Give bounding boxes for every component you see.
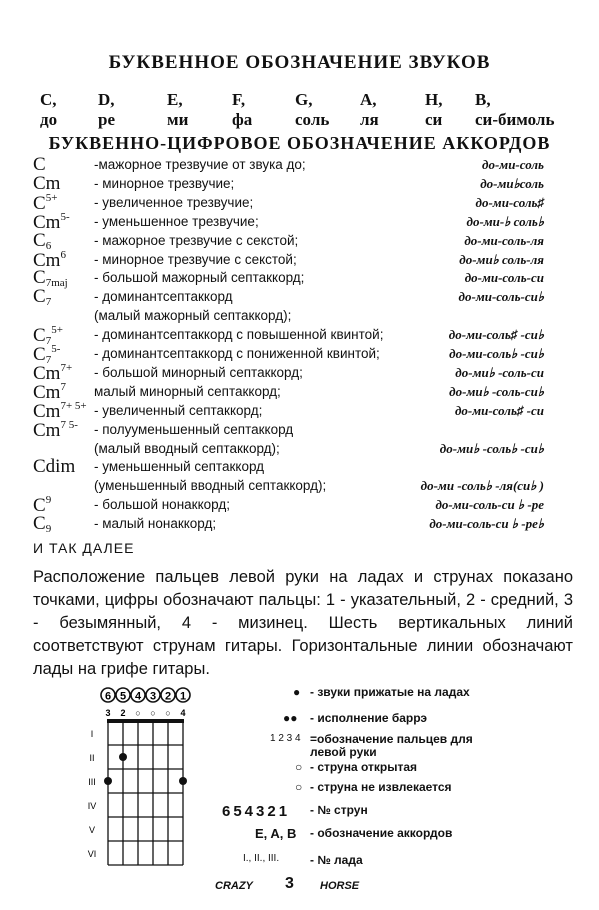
nut bbox=[107, 719, 184, 723]
chord-symbol: C bbox=[33, 154, 46, 175]
fret-number: IV bbox=[87, 801, 97, 811]
legend-symbol: 654321 bbox=[222, 803, 291, 820]
legend-text: - струна открытая bbox=[310, 760, 418, 774]
chord-symbol: $Cm^{7+}$ bbox=[33, 361, 73, 384]
string-number-label: 1 bbox=[179, 690, 187, 703]
legend bbox=[222, 683, 585, 873]
etc-text: И ТАК ДАЛЕЕ bbox=[33, 540, 135, 556]
chord-notes: до-ми-♭ соль♭ bbox=[466, 213, 544, 229]
chord-symbol: $C_6$ bbox=[33, 229, 52, 252]
chord-row bbox=[0, 307, 599, 326]
string-number-label: 2 bbox=[164, 690, 172, 703]
legend-symbol: ● bbox=[293, 685, 301, 699]
note-item: A, ля bbox=[360, 90, 379, 129]
note-item: E, ми bbox=[167, 90, 189, 129]
chord-notes: до-ми-соль-си bbox=[464, 270, 544, 286]
notes-table bbox=[25, 90, 585, 130]
heading-notes: БУКВЕННОЕ ОБОЗНАЧЕНИЕ ЗВУКОВ bbox=[108, 52, 491, 73]
note-item: F, фа bbox=[232, 90, 253, 129]
chord-row bbox=[0, 361, 599, 384]
note-item: B, си-бимоль bbox=[475, 90, 555, 129]
explanation-paragraph: Расположение пальцев левой руки на ладах и струнах показано точками, цифры обозначают пальцы: 1 - указательный, 2 - средний, 3 - безымянный, 4 - мизинец. Шесть вертикальных линий соответствуют струнам гитары. Горизонтальные линии обозначают лады на грифе гитары. bbox=[33, 568, 573, 678]
chord-row bbox=[0, 229, 599, 252]
note-item: H, си bbox=[425, 90, 443, 129]
chord-row bbox=[0, 248, 599, 271]
fret-number: V bbox=[88, 825, 96, 835]
chord-description: (уменьшенный вводный септаккорд); bbox=[94, 478, 327, 494]
chord-description: - полууменьшенный септаккорд bbox=[94, 421, 294, 437]
legend-text: - струна не извлекается bbox=[310, 780, 452, 794]
legend-text: =обозначение пальцев для левой руки bbox=[310, 732, 473, 759]
chord-description: - большой нонаккорд; bbox=[94, 497, 230, 513]
string-number-label: 5 bbox=[119, 690, 127, 703]
chord-row bbox=[0, 269, 599, 288]
chord-description: - малый нонаккорд; bbox=[94, 516, 217, 532]
legend-symbol: E, A, B bbox=[255, 826, 297, 841]
chord-description: - увеличенное трезвучие; bbox=[94, 194, 254, 210]
chord-symbol: $Cm^{7+ 5+}$ bbox=[33, 399, 87, 422]
chord-row bbox=[0, 288, 599, 307]
chord-description: - мажорное трезвучие с секстой; bbox=[94, 232, 299, 248]
chord-description: - уменьшенное трезвучие; bbox=[94, 213, 259, 229]
chord-symbol: Cm$^7$ bbox=[33, 380, 66, 403]
chord-row bbox=[0, 399, 599, 422]
fretboard-diagram bbox=[80, 683, 200, 878]
legend-symbol: I., II., III. bbox=[243, 853, 280, 864]
chord-description: - большой минорный септаккорд; bbox=[94, 364, 303, 380]
chord-row bbox=[0, 458, 599, 477]
chord-notes: до-ми-соль♭ -си♭ bbox=[449, 346, 544, 361]
top-mark: ○ bbox=[165, 708, 171, 718]
chord-description: -мажорное трезвучие от звука до; bbox=[94, 157, 306, 172]
heading-chords: БУКВЕННО-ЦИФРОВОЕ ОБОЗНАЧЕНИЕ АККОРДОВ bbox=[48, 133, 551, 153]
legend-text: - № лада bbox=[310, 853, 363, 867]
chord-symbol: $C_7^{5-}$ bbox=[33, 343, 61, 366]
chord-row bbox=[0, 156, 599, 175]
chord-symbol: $C_{7maj}$ bbox=[33, 267, 68, 290]
top-mark: ○ bbox=[135, 708, 141, 718]
chord-notes: до-ми-соль♯ -си bbox=[454, 402, 544, 418]
top-mark: ○ bbox=[150, 708, 156, 718]
chord-notes: до-ми♭соль bbox=[480, 175, 544, 191]
chord-notes: до-ми-соль-си♭ bbox=[458, 289, 544, 305]
chord-symbol: $C^9$ bbox=[33, 494, 52, 517]
chord-description: - доминантсептаккорд bbox=[94, 289, 233, 305]
chord-row bbox=[0, 496, 599, 515]
chord-row bbox=[0, 418, 599, 441]
finger-dot bbox=[104, 777, 112, 785]
chord-row bbox=[0, 191, 599, 214]
string-number-label: 4 bbox=[134, 690, 142, 703]
chord-description: (малый мажорный септаккорд); bbox=[94, 308, 292, 324]
legend-symbol: 1 2 3 4 bbox=[270, 733, 301, 744]
chord-description: (малый вводный септаккорд); bbox=[94, 440, 280, 456]
chord-symbol: $C^{5+}$ bbox=[33, 191, 58, 214]
chord-row bbox=[0, 515, 599, 534]
chord-symbol: Cm$^6$ bbox=[33, 248, 66, 271]
fret-number: II bbox=[89, 753, 95, 763]
page-number: 3 bbox=[285, 875, 294, 892]
chord-description: - доминантсептаккорд с повышенной квинтой; bbox=[94, 327, 384, 343]
finger-dot bbox=[119, 753, 127, 761]
chord-notes: до-ми-соль♯ bbox=[475, 194, 544, 210]
chord-symbol: Cdim bbox=[33, 456, 76, 478]
chord-table bbox=[0, 156, 599, 536]
chord-notes: до-ми-соль bbox=[482, 157, 544, 172]
legend-text: - № струн bbox=[310, 803, 368, 817]
finger-dot bbox=[179, 777, 187, 785]
chord-symbol: $C_7^{5+}$ bbox=[33, 324, 63, 348]
top-mark: 3 bbox=[105, 708, 111, 718]
note-item: C, до bbox=[40, 90, 58, 129]
chord-row bbox=[0, 210, 599, 233]
chord-row bbox=[0, 324, 599, 348]
top-mark: 2 bbox=[120, 708, 126, 718]
legend-symbol: ○ bbox=[295, 760, 303, 774]
chord-notes: до-ми♭ -соль-си bbox=[455, 364, 544, 380]
chord-row bbox=[0, 172, 599, 194]
chord-description: - минорное трезвучие; bbox=[94, 175, 235, 191]
chord-notes: до-ми-соль-си ♭ -ре bbox=[435, 497, 544, 513]
chord-symbol: $Cm^{5-}$ bbox=[33, 210, 70, 233]
top-mark: 4 bbox=[180, 708, 186, 718]
chord-description: - уменьшенный септаккорд bbox=[94, 459, 265, 475]
chord-notes: до-ми♭ соль-ля bbox=[459, 251, 544, 267]
footer-left: CRAZY bbox=[215, 880, 253, 892]
fret-number: III bbox=[88, 777, 96, 787]
chord-notes: до-ми-соль♯ -си♭ bbox=[448, 327, 544, 343]
fret-number: I bbox=[90, 729, 94, 739]
legend-text: - обозначение аккордов bbox=[310, 826, 453, 840]
chord-notes: до-ми-соль-си ♭ -ре♭ bbox=[429, 516, 544, 532]
chord-description: - доминантсептаккорд с пониженной квинтой; bbox=[94, 346, 380, 361]
chord-notes: до-ми♭ -соль♭ -си♭ bbox=[439, 440, 544, 456]
chord-description: малый минорный септаккорд; bbox=[94, 383, 281, 399]
chord-symbol: $C_9$ bbox=[33, 513, 52, 536]
legend-text: - исполнение баррэ bbox=[310, 711, 428, 725]
chord-row bbox=[0, 477, 599, 496]
footer-right: HORSE bbox=[320, 880, 360, 892]
legend-symbol: ●● bbox=[283, 711, 298, 725]
legend-symbol: ○ bbox=[295, 780, 303, 794]
chord-symbol: Cm bbox=[33, 172, 61, 194]
chord-row bbox=[0, 345, 599, 364]
string-number-label: 3 bbox=[149, 690, 157, 703]
chord-description: - минорное трезвучие с секстой; bbox=[94, 251, 297, 267]
chord-notes: до-ми♭ -соль-си♭ bbox=[449, 383, 544, 399]
note-item: G, соль bbox=[295, 90, 330, 129]
chord-description: - увеличенный септаккорд; bbox=[94, 402, 263, 418]
string-number-label: 6 bbox=[104, 690, 112, 703]
chord-symbol: $Cm^{7 5-}$ bbox=[33, 418, 78, 441]
chord-row bbox=[0, 380, 599, 403]
chord-description: - большой мажорный септаккорд; bbox=[94, 270, 305, 286]
chord-notes: до-ми-соль-ля bbox=[464, 232, 544, 248]
chord-symbol: $C_7$ bbox=[33, 286, 52, 309]
note-item: D, ре bbox=[98, 90, 115, 129]
chord-row bbox=[0, 440, 599, 459]
chord-notes: до-ми -соль♭ -ля(си♭ ) bbox=[420, 478, 544, 494]
fret-number: VI bbox=[87, 849, 97, 859]
legend-text: - звуки прижатые на ладах bbox=[310, 685, 470, 699]
